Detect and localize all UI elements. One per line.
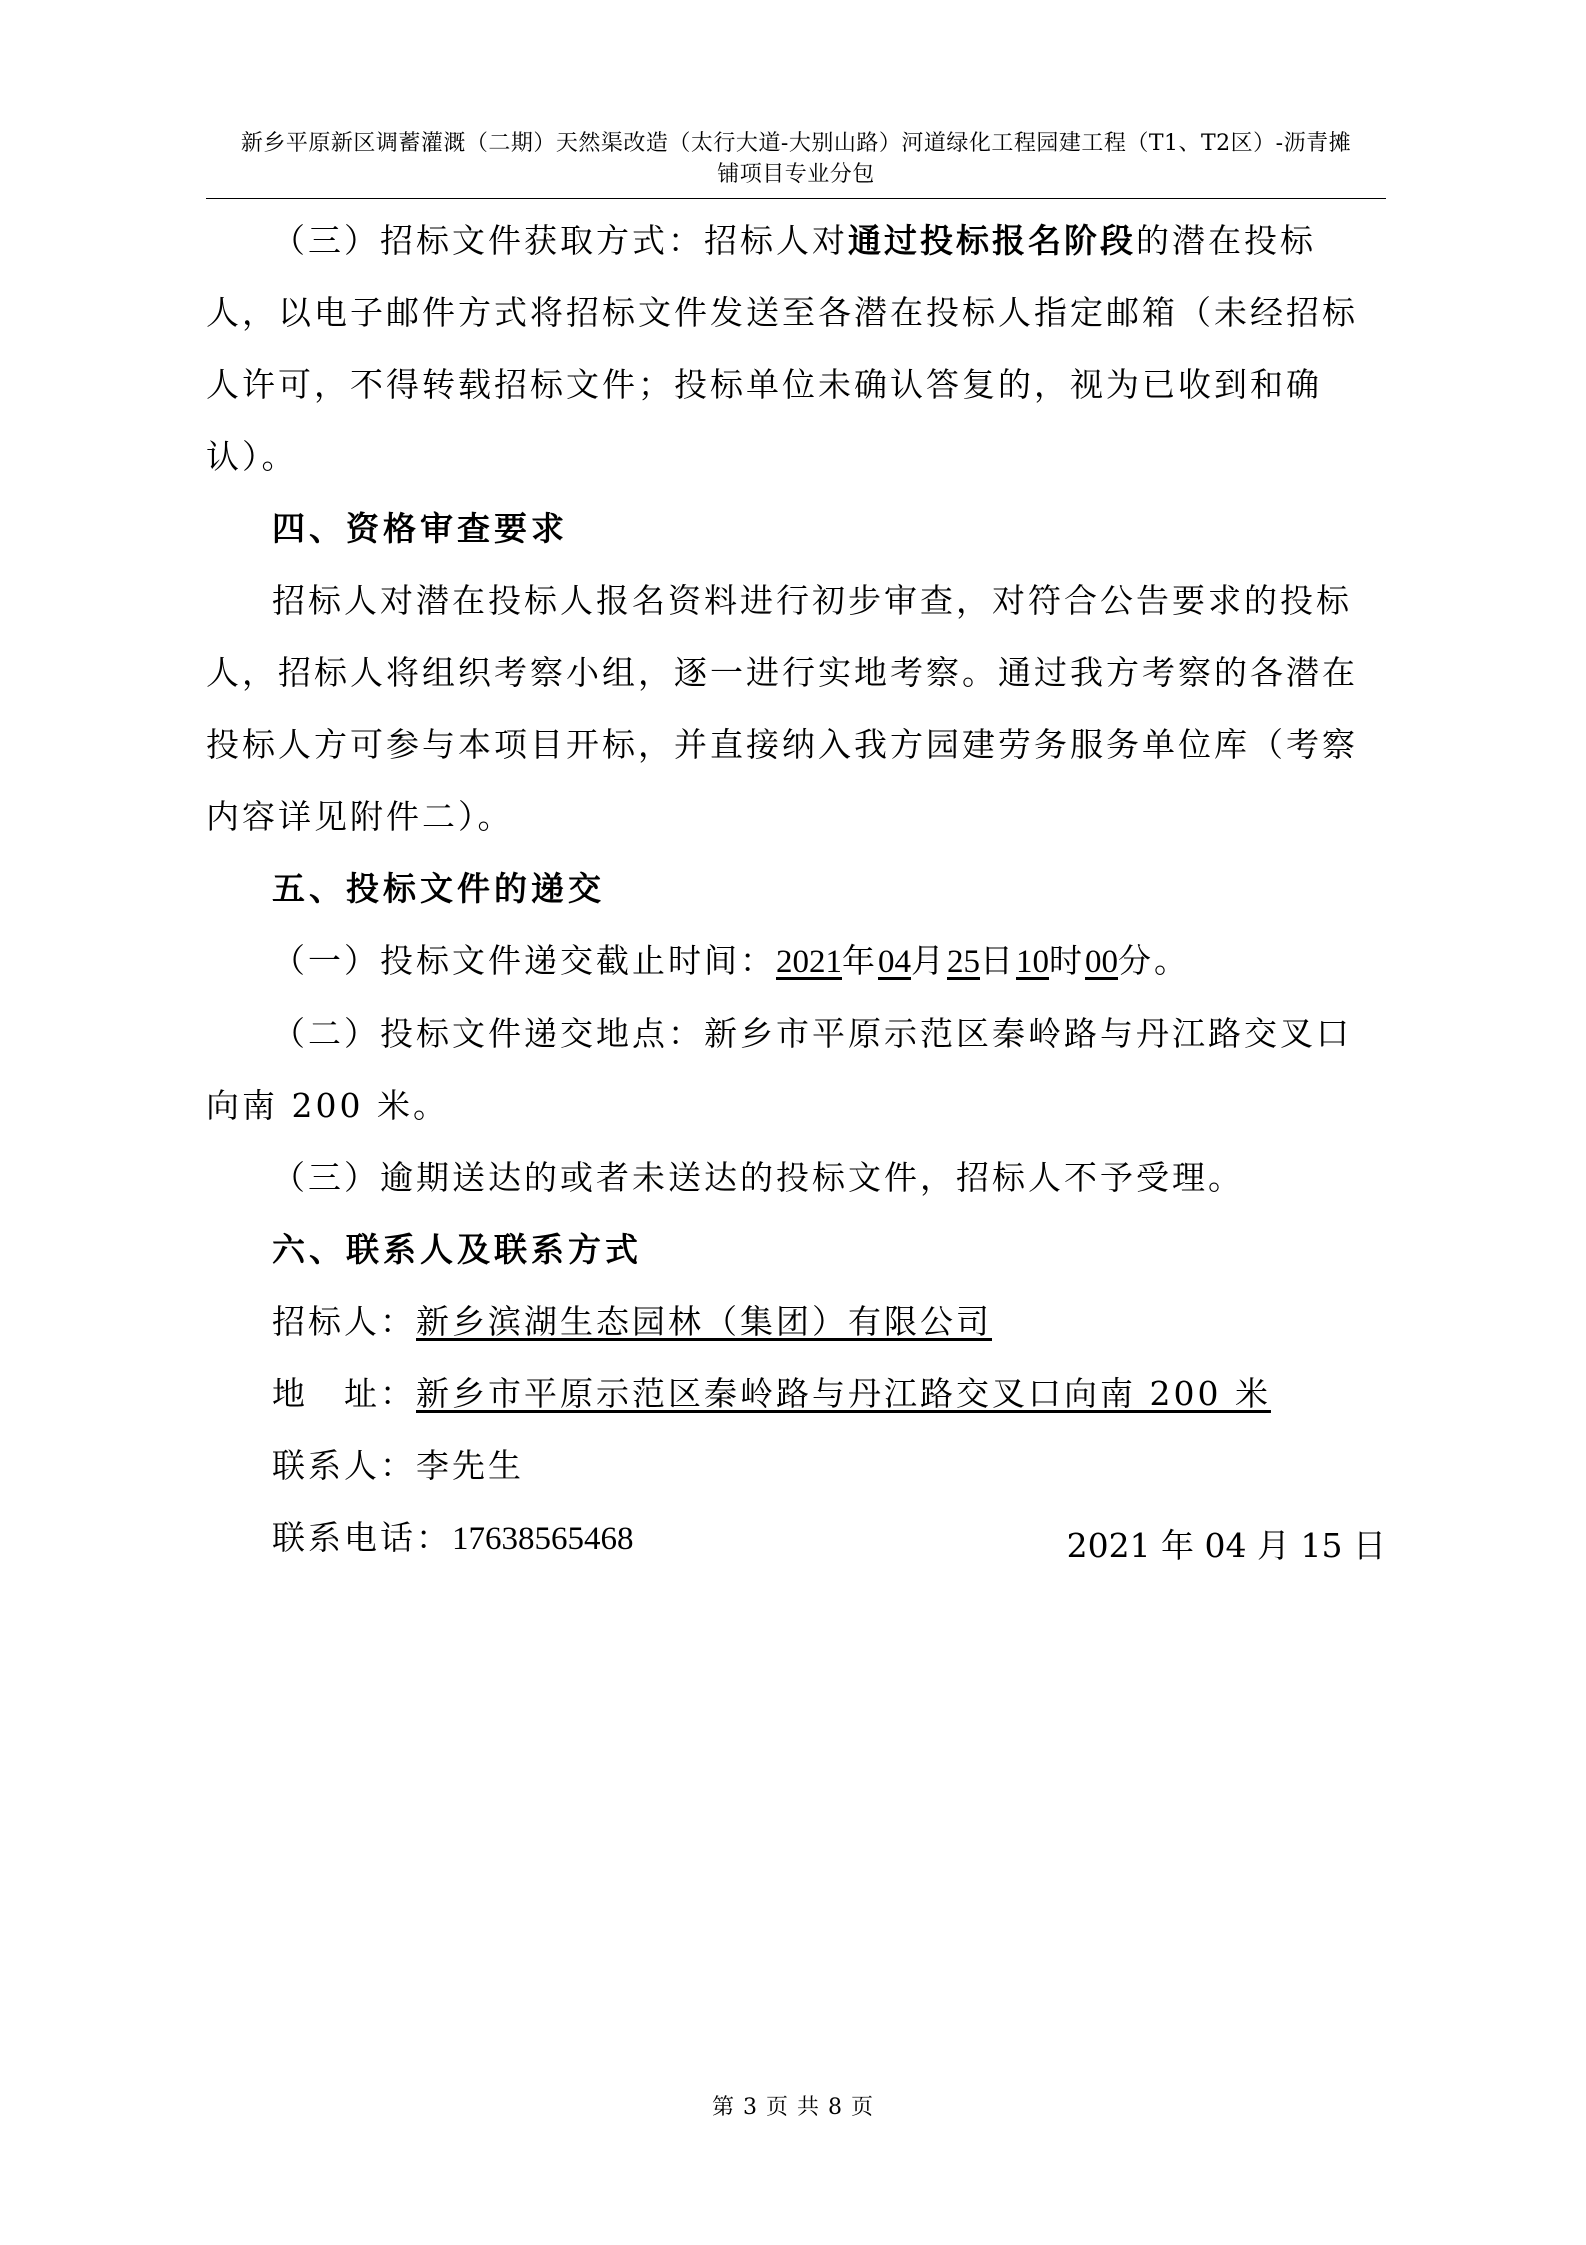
deadline-hour-unit: 时 [1049, 941, 1085, 980]
deadline-year-unit: 年 [842, 941, 878, 980]
contact-address [206, 1358, 1386, 1430]
deadline-month-unit: 月 [911, 941, 947, 980]
deadline-minute-unit: 分。 [1118, 941, 1190, 980]
section-heading-qualification: 四、资格审查要求 [272, 509, 568, 548]
phone-label: 联系电话： [272, 1518, 452, 1557]
contact-label: 联系人： [272, 1446, 416, 1485]
section-heading-submission: 五、投标文件的递交 [272, 869, 605, 908]
contact-person [206, 1430, 1386, 1502]
acquisition-lead: （三）招标文件获取方式：招标人对 [272, 221, 848, 260]
acquisition-rest: 的潜在投标人，以电子邮件方式将招标文件发送至各潜在投标人指定邮箱（未经招标人许可，不得转载招标文件；投标单位未确认答复的，视为已收到和确认）。 [206, 221, 1358, 476]
paragraph-bid-document-acquisition [206, 205, 1386, 493]
deadline-lead: （一）投标文件递交截止时间： [272, 941, 776, 980]
deadline-month: 04 [878, 944, 911, 980]
header-line-2: 铺项目专业分包 [717, 162, 875, 187]
deadline-year: 2021 [776, 944, 842, 980]
paragraph-submission-location: （二）投标文件递交地点：新乡市平原示范区秦岭路与丹江路交叉口向南 200 米。 [206, 1014, 1352, 1125]
tenderer-value: 新乡滨湖生态园林（集团）有限公司 [416, 1302, 992, 1341]
deadline-day: 25 [947, 944, 980, 980]
page-footer: 第 3 页 共 8 页 [712, 2095, 874, 2120]
address-label: 地 址： [272, 1374, 416, 1413]
header-divider [206, 198, 1386, 199]
section-heading-contact: 六、联系人及联系方式 [272, 1230, 642, 1269]
paragraph-late-submission: （三）逾期送达的或者未送达的投标文件，招标人不予受理。 [272, 1158, 1244, 1197]
paragraph-submission-deadline [206, 925, 1386, 998]
address-value: 新乡市平原示范区秦岭路与丹江路交叉口向南 200 米 [416, 1374, 1271, 1413]
deadline-day-unit: 日 [980, 941, 1016, 980]
header-line-1: 新乡平原新区调蓄灌溉（二期）天然渠改造（太行大道-大别山路）河道绿化工程园建工程（T1、T2区）-沥青摊 [240, 131, 1352, 156]
phone-value: 17638565468 [452, 1521, 634, 1557]
document-date: 2021 年 04 月 15 日 [1066, 1526, 1386, 1565]
tenderer-label: 招标人： [272, 1302, 416, 1341]
paragraph-qualification: 招标人对潜在投标人报名资料进行初步审查，对符合公告要求的投标人，招标人将组织考察小组，逐一进行实地考察。通过我方考察的各潜在投标人方可参与本项目开标，并直接纳入我方园建劳务服务单位库（考察内容详见附件二）。 [206, 581, 1358, 836]
contact-tenderer [206, 1286, 1386, 1358]
document-body [206, 205, 1386, 1575]
deadline-hour: 10 [1016, 944, 1049, 980]
acquisition-emphasis: 通过投标报名阶段 [848, 221, 1136, 260]
deadline-minute: 00 [1085, 944, 1118, 980]
contact-value: 李先生 [416, 1446, 524, 1485]
page-header [206, 128, 1386, 190]
